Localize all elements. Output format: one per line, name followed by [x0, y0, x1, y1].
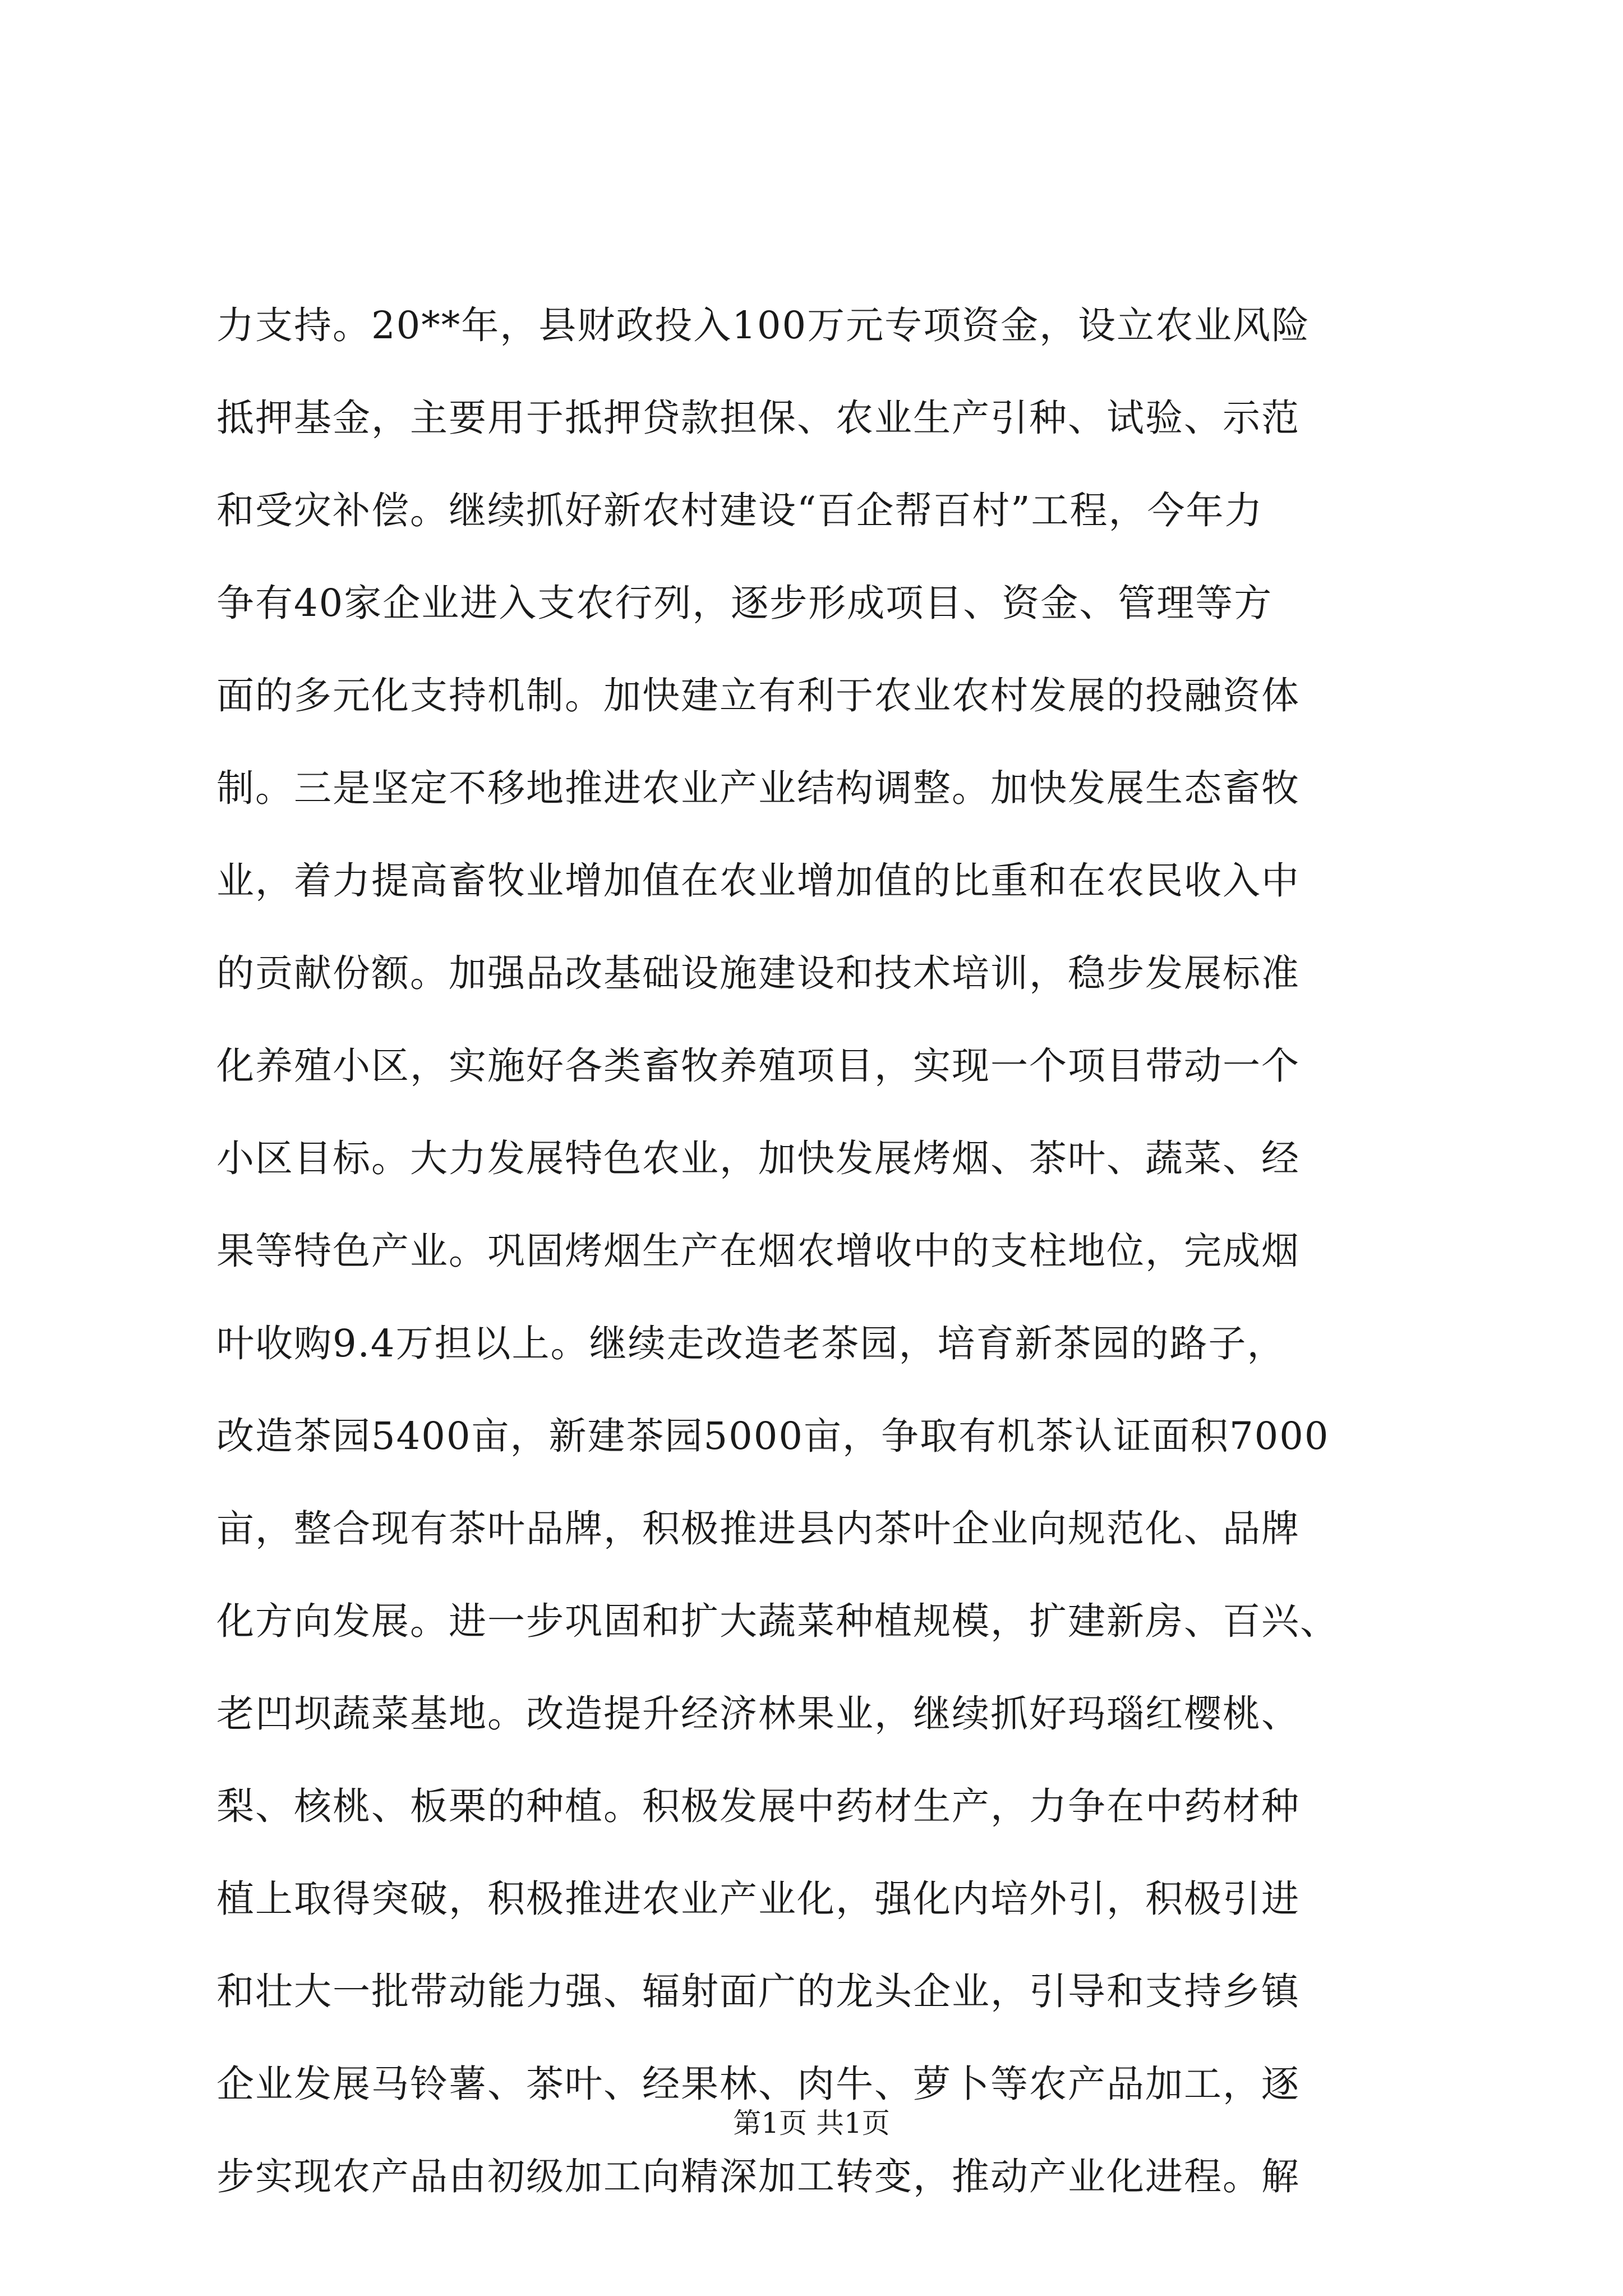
text-line: 企业发展马铃薯、茶叶、经果林、肉牛、萝卜等农产品加工，逐: [216, 2062, 1300, 2106]
text-line: 果等特色产业。巩固烤烟生产在烟农增收中的支柱地位，完成烟: [216, 1229, 1300, 1273]
text-line: 化方向发展。进一步巩固和扩大蔬菜种植规模，扩建新房、百兴、: [216, 1599, 1339, 1643]
page-number-label: 第1页 共1页: [733, 2107, 890, 2139]
text-line: 小区目标。大力发展特色农业，加快发展烤烟、茶叶、蔬菜、经: [216, 1137, 1300, 1180]
text-line: 叶收购9.4万担以上。继续走改造老茶园，培育新茶园的路子，: [216, 1322, 1286, 1365]
text-line: 争有40家企业进入支农行列，逐步形成项目、资金、管理等方: [216, 581, 1273, 625]
text-line: 力支持。20**年，县财政投入100万元专项资金，设立农业风险: [216, 303, 1311, 347]
text-line: 改造茶园5400亩，新建茶园5000亩，争取有机茶认证面积7000: [216, 1414, 1330, 1458]
text-line: 亩，整合现有茶叶品牌，积极推进县内茶叶企业向规范化、品牌: [216, 1507, 1300, 1550]
page-footer: [0, 2101, 1623, 2146]
text-line: 的贡献份额。加强品改基础设施建设和技术培训，稳步发展标准: [216, 951, 1300, 995]
text-line: 抵押基金，主要用于抵押贷款担保、农业生产引种、试验、示范: [216, 396, 1300, 440]
text-line: 步实现农产品由初级加工向精深加工转变，推动产业化进程。解: [216, 2155, 1300, 2198]
text-line: 面的多元化支持机制。加快建立有利于农业农村发展的投融资体: [216, 674, 1300, 717]
body-text: [216, 279, 1417, 2223]
text-line: 植上取得突破，积极推进农业产业化，强化内培外引，积极引进: [216, 1877, 1300, 1921]
text-line: 梨、核桃、板栗的种植。积极发展中药材生产，力争在中药材种: [216, 1784, 1300, 1828]
text-line: 化养殖小区，实施好各类畜牧养殖项目，实现一个项目带动一个: [216, 1044, 1300, 1088]
text-line: 和壮大一批带动能力强、辐射面广的龙头企业，引导和支持乡镇: [216, 1970, 1300, 2013]
text-line: 老凹坝蔬菜基地。改造提升经济林果业，继续抓好玛瑙红樱桃、: [216, 1692, 1300, 1736]
text-line: 制。三是坚定不移地推进农业产业结构调整。加快发展生态畜牧: [216, 766, 1300, 810]
text-line: 业，着力提高畜牧业增加值在农业增加值的比重和在农民收入中: [216, 859, 1300, 903]
text-line: 和受灾补偿。继续抓好新农村建设“百企帮百村”工程，今年力: [216, 489, 1264, 532]
